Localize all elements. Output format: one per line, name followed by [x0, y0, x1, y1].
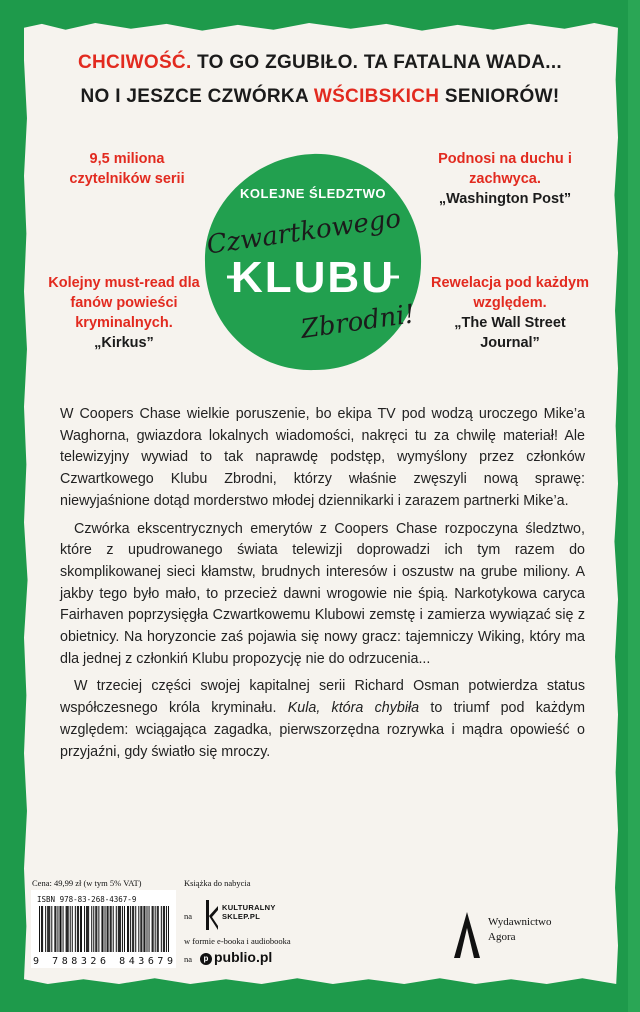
barcode-bar: [138, 906, 139, 952]
barcode-bar: [113, 906, 114, 952]
headline-line-1: [0, 52, 640, 74]
blurb-text: Kolejny must-read dla fanów powieści kryminalnych.: [48, 275, 200, 331]
ebook-label: w formie e-booka i audiobooka: [184, 936, 291, 946]
barcode-bar: [124, 906, 125, 952]
kulturalny-logo-text: KULTURALNY SKLEP.PL: [222, 903, 276, 921]
publio-logo: [200, 949, 272, 965]
barcode-bar: [42, 906, 43, 952]
barcode-bar: [57, 906, 58, 952]
barcode-bar: [60, 906, 61, 952]
barcode-bar: [141, 906, 142, 952]
agora-logo-icon: [452, 910, 482, 960]
description-text: W trzeciej części swojej kapitalnej serii Richard Osman potwierdza status współczesnego króla kryminału.: [60, 678, 585, 717]
barcode-bar: [116, 906, 117, 952]
barcode-bar: [118, 906, 119, 952]
barcode-bar: [158, 906, 159, 952]
badge-script-line-1: Czwartkowego: [204, 203, 403, 261]
barcode-bar: [48, 906, 49, 952]
publio-prefix: na: [184, 954, 193, 964]
barcode-bar: [70, 906, 71, 952]
barcode-bar: [41, 906, 42, 952]
headline-keyword: WŚCIBSKICH: [313, 86, 440, 107]
barcode-bar: [110, 906, 111, 952]
barcode-bar: [143, 906, 144, 952]
headline-keyword: CHCIWOŚĆ.: [78, 52, 192, 73]
barcode-bar: [63, 906, 64, 952]
barcode-bar: [96, 906, 97, 952]
blurb-wall-street-journal: [430, 273, 590, 353]
barcode-bar: [87, 906, 88, 952]
headline-text: NO I JESZCE CZWÓRKA: [80, 86, 314, 107]
barcode-bar: [45, 906, 46, 952]
barcode-bar: [91, 906, 92, 952]
barcode-bar: [84, 906, 85, 952]
series-badge: [197, 146, 429, 378]
blurb-kirkus: [44, 273, 204, 353]
barcode-bar: [133, 906, 134, 952]
barcode-bar: [102, 906, 103, 952]
barcode-bar: [59, 906, 60, 952]
barcode-bar: [66, 906, 67, 952]
publisher-name: Wydawnictwo Agora: [488, 916, 552, 943]
barcode-bar: [163, 906, 164, 952]
kulturalny-logo-icon: [200, 900, 220, 930]
description-paragraph: [60, 676, 585, 763]
barcode-bar: [166, 906, 167, 952]
blurb-readers: [52, 149, 202, 189]
barcode-bar: [47, 906, 48, 952]
barcode-bar: [128, 906, 129, 952]
blurb-source: „Kirkus”: [94, 335, 154, 351]
barcode-bar: [152, 906, 153, 952]
barcode-bar: [164, 906, 165, 952]
description-paragraph: W Coopers Chase wielkie poruszenie, bo ekipa TV pod wodzą uroczego Mike’a Waghorna, gwiazdora lokalnych wiadomości, nakręci tu za chwilę materiał! Ale telewizyjny wywiad to tak naprawdę podstęp, wymyślony przez członków Czwartkowego Klubu Zbrodni, którzy właśnie zwęszyli nową sprawę: niewyjaśnione dotąd morderstwo młodej dziennikarki i zarazem partnerki Mike’a.: [60, 406, 585, 509]
badge-script-line-2: Zbrodni!: [298, 299, 417, 345]
isbn-barcode: [31, 890, 176, 968]
barcode-bar: [39, 906, 40, 952]
barcode-bar: [55, 906, 56, 952]
barcode-bar: [98, 906, 99, 952]
badge-top-text: KOLEJNE ŚLEDZTWO: [240, 186, 386, 201]
blurb-washington-post: [430, 149, 580, 209]
barcode-bar: [80, 906, 81, 952]
isbn-text: ISBN 978-83-268-4367-9: [37, 895, 137, 904]
barcode-bar: [161, 906, 162, 952]
headline-text: SENIORÓW!: [439, 86, 560, 107]
barcode-bar: [120, 906, 121, 952]
publio-text: publio.pl: [214, 949, 273, 965]
barcode-bar: [130, 906, 131, 952]
barcode-bar: [144, 906, 145, 952]
barcode-bar: [93, 906, 94, 952]
blurb-source: „Washington Post”: [438, 191, 572, 207]
barcode-bar: [127, 906, 128, 952]
barcode-bar: [77, 906, 78, 952]
barcode-bar: [108, 906, 109, 952]
barcode-bar: [51, 906, 52, 952]
blurb-text: Rewelacja pod każdym względem.: [431, 275, 589, 311]
description: [60, 404, 585, 769]
badge-big-text: KLUBU: [231, 253, 395, 302]
barcode-bar: [86, 906, 87, 952]
barcode-bar: [101, 906, 102, 952]
barcode-bar: [132, 906, 133, 952]
barcode-bar: [95, 906, 96, 952]
barcode-digits: 9 788326 843679: [33, 956, 173, 967]
barcode-bar: [81, 906, 82, 952]
spine-edge: [628, 0, 640, 1012]
headline-text: TO GO ZGUBIŁO. TA FATALNA WADA...: [191, 52, 562, 73]
barcode-bar: [78, 906, 79, 952]
barcode-bar: [75, 906, 76, 952]
barcode-bar: [105, 906, 106, 952]
blurb-text: 9,5 miliona czytelników serii: [69, 151, 185, 187]
description-text: to triumf pod każdym względem: wciągająca zagadka, pierwszorzędna rozrywka i mądra opowieść o przyjaźni, gdy światło się mroczy.: [60, 700, 585, 760]
blurb-text: Podnosi na duchu i zachwyca.: [438, 151, 572, 187]
publio-icon: p: [200, 953, 212, 965]
barcode-bar: [54, 906, 55, 952]
barcode-bar: [157, 906, 158, 952]
barcode-bar: [146, 906, 147, 952]
barcode-bar: [168, 906, 169, 952]
barcode-bar: [149, 906, 150, 952]
barcode-bar: [153, 906, 154, 952]
barcode-bar: [155, 906, 156, 952]
retailer-prefix: na: [184, 911, 193, 921]
retailer-label: Książka do nabycia: [184, 878, 251, 888]
barcode-bar: [122, 906, 123, 952]
barcode-bar: [67, 906, 68, 952]
barcode-bar: [88, 906, 89, 952]
barcode-bar: [119, 906, 120, 952]
barcode-bar: [49, 906, 50, 952]
price-label: Cena: 49,99 zł (w tym 5% VAT): [32, 878, 142, 888]
headline-line-2: [0, 86, 640, 108]
barcode-bar: [135, 906, 136, 952]
book-title-italic: Kula, która chybiła: [287, 700, 420, 717]
barcode-bar: [140, 906, 141, 952]
barcode-bar: [107, 906, 108, 952]
blurb-source: „The Wall Street Journal”: [454, 315, 566, 351]
barcode-bar: [111, 906, 112, 952]
description-paragraph: Czwórka ekscentrycznych emerytów z Coopers Chase rozpoczyna śledztwo, które z upudrowanego świata telewizji doprowadzi ich tym razem do skomplikowanej sieci kłamstw, brudnych interesów i oszustw na grube miliony. A jakby tego było mało, to przecież dawni wrogowie nie śpią. Narkotykowa caryca Fairhaven poprzysięgła Czwartkowemu Klubowi zemstę i zamierza wywiązać się z obietnicy. Na horyzoncie zaś pojawia się nowy gracz: tajemniczy Wiking, który ma dla jednej z członkiń Klubu propozycję nie do odrzucenia...: [60, 520, 585, 667]
barcode-bar: [72, 906, 73, 952]
barcode-bar: [68, 906, 69, 952]
